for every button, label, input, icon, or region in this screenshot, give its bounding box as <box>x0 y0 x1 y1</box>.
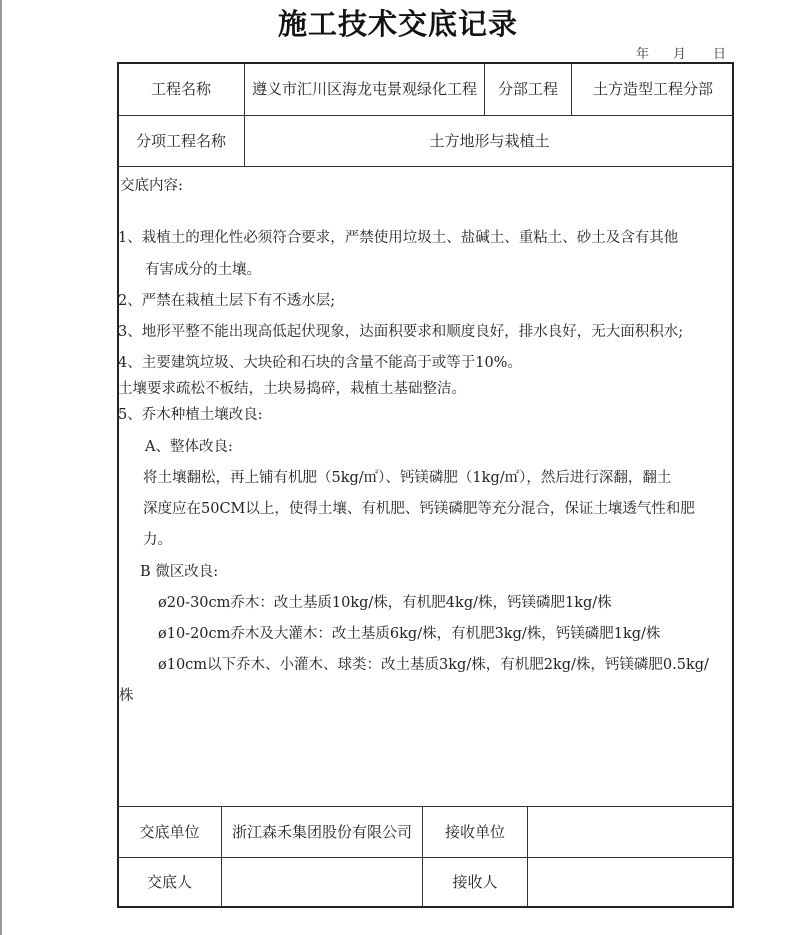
document-title: 施工技术交底记录 <box>277 7 518 41</box>
sub-b-line-3: ø10cm以下乔木、小灌木、球类：改土基质3kg/株，有机肥2kg/株，钙镁磷肥0.5kg/ <box>158 657 709 673</box>
sub-b-line-2: ø10-20cm乔木及大灌木：改土基质6kg/株，有机肥3kg/株，钙镁磷肥1kg/株 <box>158 626 661 642</box>
date-day-label: 日 <box>713 47 727 62</box>
receiver-unit-label: 接收单位 <box>444 822 505 841</box>
content-item-1: 1、栽植土的理化性必须符合要求，严禁使用垃圾土、盐碱土、重粘土、砂土及含有其他 <box>118 230 679 246</box>
sub-b-line-3-cont: 株 <box>119 688 134 704</box>
sub-a-text-1: 将土壤翻松，再上铺有机肥（5kg/㎡）、钙镁磷肥（1kg/㎡），然后进行深翻，翻土 <box>143 470 672 486</box>
sub-a-heading: A、整体改良: <box>145 439 233 455</box>
receiver-person-label: 接收人 <box>452 873 498 891</box>
content-item-5: 5、乔木种植土壤改良: <box>118 407 263 423</box>
issuer-unit-label: 交底单位 <box>139 822 200 841</box>
content-heading: 交底内容: <box>120 178 183 194</box>
issuer-unit-value: 浙江森禾集团股份有限公司 <box>231 822 412 841</box>
receiver-unit-value <box>528 807 734 857</box>
project-name-label: 工程名称 <box>150 79 211 98</box>
content-item-2: 2、严禁在栽植土层下有不透水层; <box>118 293 336 309</box>
sub-a-text-3: 力。 <box>143 532 172 548</box>
table-rule <box>118 166 734 167</box>
sub-b-line-1: ø20-30cm乔木：改土基质10kg/株，有机肥4kg/株，钙镁磷肥1kg/株 <box>158 595 612 611</box>
content-item-1-cont: 有害成分的土壤。 <box>145 262 261 278</box>
page-edge <box>0 0 2 935</box>
sub-a-text-2: 深度应在50CM以上，使得土壤、有机肥、钙镁磷肥等充分混合，保证土壤透气性和肥 <box>143 501 695 517</box>
sub-b-heading: B 微区改良: <box>140 564 219 580</box>
issuer-person-value <box>222 858 422 907</box>
division-value: 土方造型工程分部 <box>592 79 713 98</box>
date-year-label: 年 <box>636 47 650 62</box>
project-name-value: 遵义市汇川区海龙屯景观绿化工程 <box>251 79 477 98</box>
subitem-value: 土方地形与栽植土 <box>429 131 550 150</box>
issuer-person-label: 交底人 <box>146 873 192 891</box>
date-month-label: 月 <box>673 47 687 62</box>
receiver-person-value <box>528 858 734 907</box>
content-item-3: 3、地形平整不能出现高低起伏现象，达面积要求和顺度良好，排水良好，无大面积积水; <box>118 324 684 340</box>
division-label: 分部工程 <box>497 79 558 98</box>
content-item-4: 4、主要建筑垃圾、大块砼和石块的含量不能高于或等于10%。 <box>118 355 522 371</box>
subitem-label: 分项工程名称 <box>135 131 226 150</box>
content-item-4-note: 土壤要求疏松不板结，土块易捣碎，栽植土基础整洁。 <box>118 381 466 397</box>
